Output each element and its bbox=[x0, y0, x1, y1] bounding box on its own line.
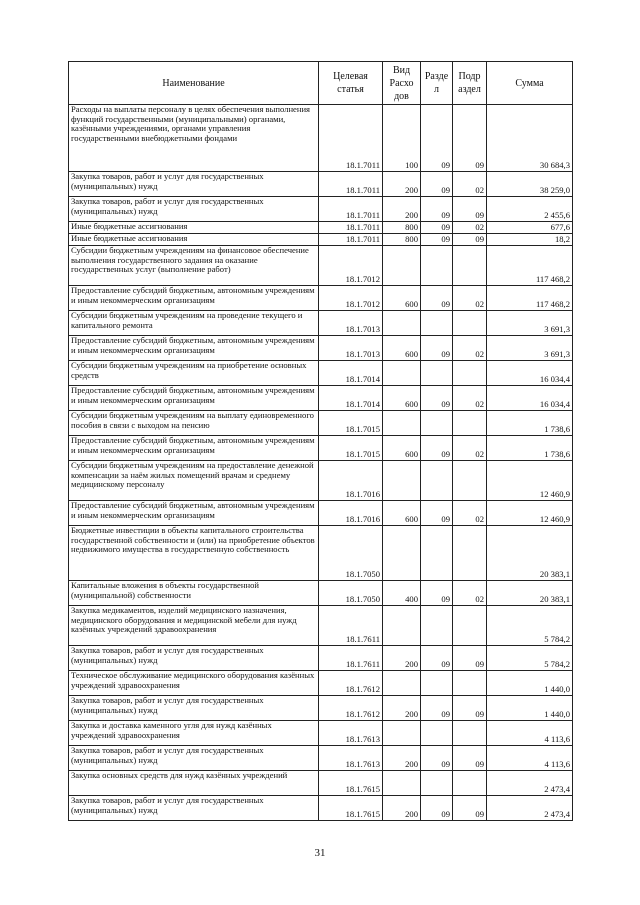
row-target: 18.1.7612 bbox=[319, 696, 383, 721]
header-kind: Вид Расхо дов bbox=[383, 62, 421, 105]
row-subsection: 09 bbox=[453, 696, 487, 721]
row-target: 18.1.7611 bbox=[319, 646, 383, 671]
row-subsection: 09 bbox=[453, 746, 487, 771]
row-sum: 30 684,3 bbox=[487, 105, 573, 172]
row-subsection bbox=[453, 771, 487, 796]
row-section: 09 bbox=[421, 796, 453, 821]
header-target: Целевая статья bbox=[319, 62, 383, 105]
row-section bbox=[421, 721, 453, 746]
header-row bbox=[69, 62, 573, 105]
row-target: 18.1.7612 bbox=[319, 671, 383, 696]
row-target: 18.1.7613 bbox=[319, 746, 383, 771]
row-subsection: 02 bbox=[453, 386, 487, 411]
row-name: Закупка товаров, работ и услуг для государственных (муниципальных) нужд bbox=[69, 172, 319, 197]
row-target: 18.1.7611 bbox=[319, 606, 383, 646]
row-subsection bbox=[453, 461, 487, 501]
table-row bbox=[69, 386, 573, 411]
row-name: Предоставление субсидий бюджетным, автономным учреждениям и иным некоммерческим организациям bbox=[69, 386, 319, 411]
row-sum: 38 259,0 bbox=[487, 172, 573, 197]
header-name: Наименование bbox=[69, 62, 319, 105]
row-kind: 600 bbox=[383, 286, 421, 311]
row-name: Субсидии бюджетным учреждениям на проведение текущего и капитального ремонта bbox=[69, 311, 319, 336]
row-kind: 800 bbox=[383, 222, 421, 234]
row-kind: 200 bbox=[383, 197, 421, 222]
row-target: 18.1.7011 bbox=[319, 234, 383, 246]
row-sum: 117 468,2 bbox=[487, 286, 573, 311]
table-row bbox=[69, 222, 573, 234]
row-section: 09 bbox=[421, 696, 453, 721]
row-subsection: 02 bbox=[453, 286, 487, 311]
row-name: Иные бюджетные ассигнования bbox=[69, 234, 319, 246]
row-subsection bbox=[453, 526, 487, 581]
row-sum: 1 440,0 bbox=[487, 696, 573, 721]
table-row bbox=[69, 172, 573, 197]
table-row bbox=[69, 771, 573, 796]
row-section bbox=[421, 771, 453, 796]
row-section: 09 bbox=[421, 746, 453, 771]
table-row bbox=[69, 105, 573, 172]
row-name: Закупка товаров, работ и услуг для государственных (муниципальных) нужд bbox=[69, 796, 319, 821]
row-section: 09 bbox=[421, 222, 453, 234]
header-subsection: Подр аздел bbox=[453, 62, 487, 105]
row-section bbox=[421, 606, 453, 646]
row-target: 18.1.7011 bbox=[319, 197, 383, 222]
row-name: Предоставление субсидий бюджетным, автономным учреждениям и иным некоммерческим организациям bbox=[69, 436, 319, 461]
table-row bbox=[69, 696, 573, 721]
row-kind: 600 bbox=[383, 501, 421, 526]
row-sum: 2 473,4 bbox=[487, 771, 573, 796]
row-subsection: 02 bbox=[453, 501, 487, 526]
row-kind: 200 bbox=[383, 796, 421, 821]
row-kind: 600 bbox=[383, 436, 421, 461]
row-kind bbox=[383, 671, 421, 696]
row-name: Закупка основных средств для нужд казённых учреждений bbox=[69, 771, 319, 796]
row-sum: 1 738,6 bbox=[487, 436, 573, 461]
row-target: 18.1.7013 bbox=[319, 336, 383, 361]
row-kind bbox=[383, 606, 421, 646]
table-row bbox=[69, 246, 573, 286]
row-target: 18.1.7615 bbox=[319, 771, 383, 796]
row-target: 18.1.7050 bbox=[319, 581, 383, 606]
row-target: 18.1.7013 bbox=[319, 311, 383, 336]
header-sum: Сумма bbox=[487, 62, 573, 105]
table-row bbox=[69, 311, 573, 336]
row-subsection: 09 bbox=[453, 234, 487, 246]
row-section: 09 bbox=[421, 105, 453, 172]
row-target: 18.1.7050 bbox=[319, 526, 383, 581]
row-sum: 3 691,3 bbox=[487, 311, 573, 336]
row-kind: 200 bbox=[383, 696, 421, 721]
row-name: Субсидии бюджетным учреждениям на выплату единовременного пособия в связи с выходом на пенсию bbox=[69, 411, 319, 436]
row-name: Капитальные вложения в объекты государственной (муниципальной) собственности bbox=[69, 581, 319, 606]
row-name: Закупка медикаментов, изделий медицинского назначения, медицинского оборудования и медицинской мебели для нужд казённых учреждений здравоохранения bbox=[69, 606, 319, 646]
row-name: Предоставление субсидий бюджетным, автономным учреждениям и иным некоммерческим организациям bbox=[69, 501, 319, 526]
row-name: Субсидии бюджетным учреждениям на приобретение основных средств bbox=[69, 361, 319, 386]
row-kind: 100 bbox=[383, 105, 421, 172]
row-kind: 600 bbox=[383, 336, 421, 361]
row-target: 18.1.7615 bbox=[319, 796, 383, 821]
table-row bbox=[69, 461, 573, 501]
row-section bbox=[421, 246, 453, 286]
row-section: 09 bbox=[421, 436, 453, 461]
table-row bbox=[69, 501, 573, 526]
row-sum: 4 113,6 bbox=[487, 746, 573, 771]
table-row bbox=[69, 411, 573, 436]
row-name: Иные бюджетные ассигнования bbox=[69, 222, 319, 234]
page-number: 31 bbox=[314, 847, 326, 859]
row-section bbox=[421, 361, 453, 386]
row-sum: 4 113,6 bbox=[487, 721, 573, 746]
row-subsection: 09 bbox=[453, 197, 487, 222]
row-name: Закупка товаров, работ и услуг для государственных (муниципальных) нужд bbox=[69, 646, 319, 671]
row-subsection bbox=[453, 246, 487, 286]
row-kind bbox=[383, 246, 421, 286]
row-subsection bbox=[453, 311, 487, 336]
row-name: Расходы на выплаты персоналу в целях обеспечения выполнения функций государственными (муниципальными) органами, казёнными учреждениями, органами управления государственными внебюджетными фондами bbox=[69, 105, 319, 172]
row-kind bbox=[383, 361, 421, 386]
row-target: 18.1.7016 bbox=[319, 461, 383, 501]
row-name: Предоставление субсидий бюджетным, автономным учреждениям и иным некоммерческим организациям bbox=[69, 336, 319, 361]
row-kind bbox=[383, 526, 421, 581]
row-name: Предоставление субсидий бюджетным, автономным учреждениям и иным некоммерческим организациям bbox=[69, 286, 319, 311]
row-sum: 117 468,2 bbox=[487, 246, 573, 286]
row-section: 09 bbox=[421, 286, 453, 311]
row-section bbox=[421, 311, 453, 336]
row-sum: 677,6 bbox=[487, 222, 573, 234]
row-target: 18.1.7014 bbox=[319, 361, 383, 386]
row-sum: 18,2 bbox=[487, 234, 573, 246]
row-section: 09 bbox=[421, 646, 453, 671]
table-row bbox=[69, 796, 573, 821]
row-subsection bbox=[453, 721, 487, 746]
row-subsection: 09 bbox=[453, 646, 487, 671]
row-subsection bbox=[453, 411, 487, 436]
row-section: 09 bbox=[421, 172, 453, 197]
row-target: 18.1.7015 bbox=[319, 411, 383, 436]
row-kind: 600 bbox=[383, 386, 421, 411]
row-sum: 3 691,3 bbox=[487, 336, 573, 361]
row-subsection: 02 bbox=[453, 336, 487, 361]
row-subsection: 09 bbox=[453, 105, 487, 172]
table-row bbox=[69, 436, 573, 461]
row-sum: 2 455,6 bbox=[487, 197, 573, 222]
row-kind: 800 bbox=[383, 234, 421, 246]
table-row bbox=[69, 746, 573, 771]
row-subsection: 02 bbox=[453, 436, 487, 461]
row-subsection: 02 bbox=[453, 222, 487, 234]
row-target: 18.1.7016 bbox=[319, 501, 383, 526]
table-row bbox=[69, 197, 573, 222]
table-row bbox=[69, 646, 573, 671]
row-section: 09 bbox=[421, 197, 453, 222]
row-target: 18.1.7011 bbox=[319, 222, 383, 234]
row-sum: 1 440,0 bbox=[487, 671, 573, 696]
row-target: 18.1.7015 bbox=[319, 436, 383, 461]
table-row bbox=[69, 606, 573, 646]
row-target: 18.1.7014 bbox=[319, 386, 383, 411]
row-section: 09 bbox=[421, 336, 453, 361]
row-subsection bbox=[453, 671, 487, 696]
row-section bbox=[421, 671, 453, 696]
row-target: 18.1.7012 bbox=[319, 286, 383, 311]
row-section bbox=[421, 526, 453, 581]
row-section: 09 bbox=[421, 234, 453, 246]
row-subsection: 09 bbox=[453, 796, 487, 821]
row-subsection bbox=[453, 361, 487, 386]
row-sum: 20 383,1 bbox=[487, 526, 573, 581]
row-section: 09 bbox=[421, 501, 453, 526]
row-sum: 20 383,1 bbox=[487, 581, 573, 606]
row-sum: 16 034,4 bbox=[487, 361, 573, 386]
row-name: Субсидии бюджетным учреждениям на предоставление денежной компенсации за наём жилых помещений врачам и среднему медицинскому персоналу bbox=[69, 461, 319, 501]
row-target: 18.1.7011 bbox=[319, 105, 383, 172]
row-target: 18.1.7012 bbox=[319, 246, 383, 286]
row-kind: 200 bbox=[383, 746, 421, 771]
row-section: 09 bbox=[421, 581, 453, 606]
row-kind bbox=[383, 411, 421, 436]
row-kind bbox=[383, 311, 421, 336]
row-sum: 12 460,9 bbox=[487, 461, 573, 501]
row-name: Закупка товаров, работ и услуг для государственных (муниципальных) нужд bbox=[69, 746, 319, 771]
row-name: Закупка и доставка каменного угля для нужд казённых учреждений здравоохранения bbox=[69, 721, 319, 746]
table-row bbox=[69, 671, 573, 696]
row-kind: 400 bbox=[383, 581, 421, 606]
row-name: Техническое обслуживание медицинского оборудования казённых учреждений здравоохранения bbox=[69, 671, 319, 696]
row-sum: 2 473,4 bbox=[487, 796, 573, 821]
table-row bbox=[69, 234, 573, 246]
row-name: Закупка товаров, работ и услуг для государственных (муниципальных) нужд bbox=[69, 197, 319, 222]
row-sum: 16 034,4 bbox=[487, 386, 573, 411]
table-row bbox=[69, 526, 573, 581]
row-kind: 200 bbox=[383, 172, 421, 197]
row-sum: 12 460,9 bbox=[487, 501, 573, 526]
row-name: Бюджетные инвестиции в объекты капитального строительства государственной собственности и (или) на приобретение объектов недвижимого имущества в государственную собственность bbox=[69, 526, 319, 581]
row-kind bbox=[383, 461, 421, 501]
table-row bbox=[69, 581, 573, 606]
table-row bbox=[69, 361, 573, 386]
row-sum: 5 784,2 bbox=[487, 646, 573, 671]
table-row bbox=[69, 721, 573, 746]
table-row bbox=[69, 286, 573, 311]
row-kind bbox=[383, 721, 421, 746]
row-subsection bbox=[453, 606, 487, 646]
row-subsection: 02 bbox=[453, 172, 487, 197]
row-target: 18.1.7613 bbox=[319, 721, 383, 746]
row-name: Субсидии бюджетным учреждениям на финансовое обеспечение выполнения государственного задания на оказание государственных услуг (выполнение работ) bbox=[69, 246, 319, 286]
row-sum: 1 738,6 bbox=[487, 411, 573, 436]
header-section: Разде л bbox=[421, 62, 453, 105]
table-row bbox=[69, 336, 573, 361]
row-name: Закупка товаров, работ и услуг для государственных (муниципальных) нужд bbox=[69, 696, 319, 721]
row-section: 09 bbox=[421, 386, 453, 411]
row-sum: 5 784,2 bbox=[487, 606, 573, 646]
row-section bbox=[421, 411, 453, 436]
row-kind: 200 bbox=[383, 646, 421, 671]
row-kind bbox=[383, 771, 421, 796]
row-section bbox=[421, 461, 453, 501]
row-target: 18.1.7011 bbox=[319, 172, 383, 197]
budget-table bbox=[68, 61, 573, 821]
row-subsection: 02 bbox=[453, 581, 487, 606]
